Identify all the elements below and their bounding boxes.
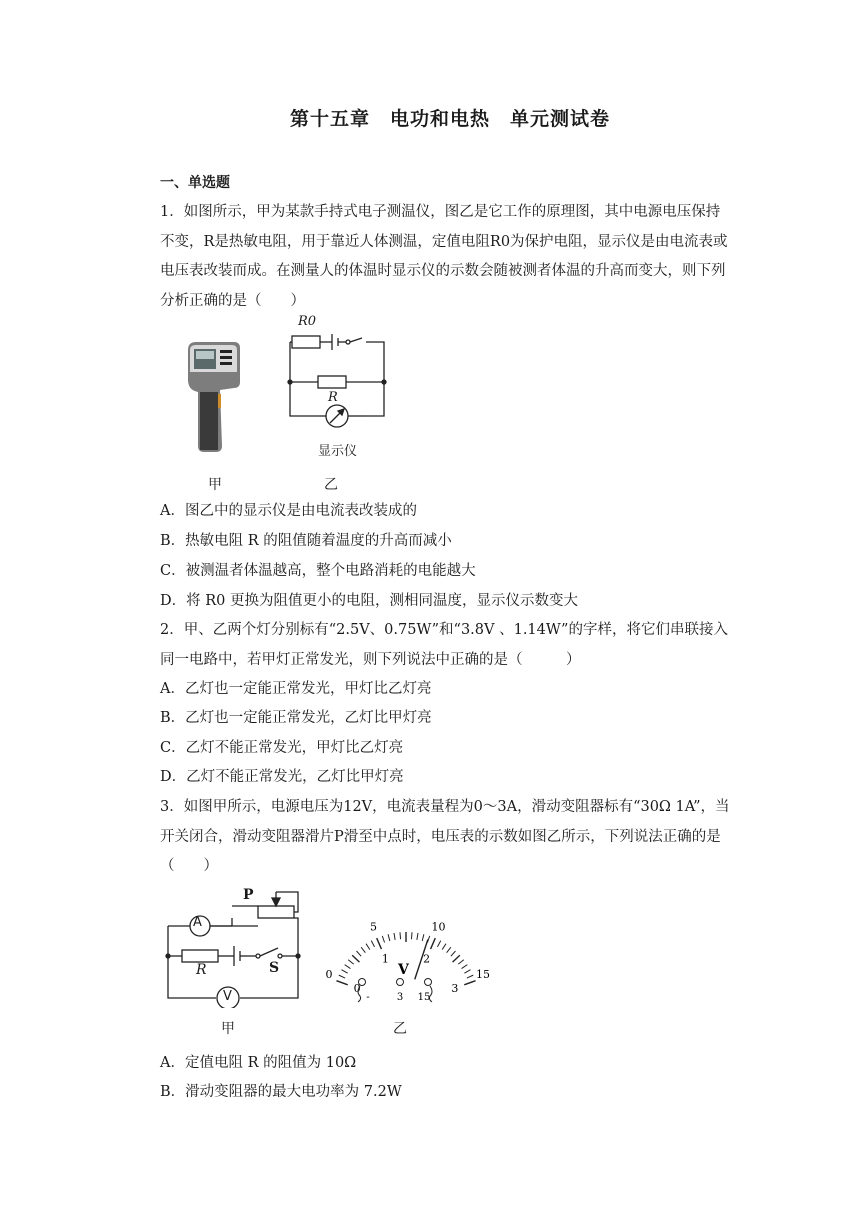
terminal-post bbox=[425, 979, 432, 986]
figure-circuit-jia bbox=[160, 888, 310, 1008]
question-2-text: 2．甲、乙两个灯分别标有“2.5V、0.75W”和“3.8V 、1.14W”的字样，将它们串联接入同一电路中，若甲灯正常发光，则下列说法中正确的是（ ） bbox=[160, 622, 728, 668]
q1-option-d: D．将 R0 更换为阻值更小的电阻，测相同温度，显示仪示数变大 bbox=[160, 593, 578, 609]
dial-upper-label: 10 bbox=[431, 920, 446, 934]
dial-tick bbox=[453, 955, 460, 962]
fig3-caption-yi: 乙 bbox=[393, 1021, 407, 1037]
thermometer-image bbox=[188, 342, 240, 452]
dial-tick bbox=[462, 965, 468, 969]
section-heading: 一、单选题 bbox=[160, 175, 230, 191]
dial-tick bbox=[382, 936, 384, 943]
dial-upper-label: 15 bbox=[476, 967, 491, 981]
dial-unit: V bbox=[398, 962, 409, 978]
dial-tick bbox=[417, 933, 418, 940]
dial-tick bbox=[464, 981, 475, 985]
label-display: 显示仪 bbox=[318, 444, 358, 459]
ammeter-label: A bbox=[193, 915, 202, 930]
voltmeter-label: V bbox=[223, 989, 232, 1004]
terminal-post bbox=[397, 979, 404, 986]
dial-tick bbox=[400, 932, 401, 939]
dial-upper-label: 0 bbox=[325, 967, 333, 981]
dial-tick bbox=[467, 975, 473, 978]
thermometer-circuit-diagram bbox=[288, 334, 386, 427]
q1-option-c: C．被测温者体温越高，整个电路消耗的电能越大 bbox=[160, 563, 476, 579]
dial-tick bbox=[336, 981, 347, 985]
question-2-stem bbox=[139, 616, 731, 675]
dial-tick bbox=[422, 934, 424, 941]
dial-tick bbox=[341, 970, 347, 973]
dial-tick bbox=[377, 938, 382, 949]
dial-tick bbox=[366, 944, 370, 950]
question-1-text: 1．如图所示，甲为某款手持式电子测温仪，图乙是它工作的原理图，其中电源电压保持不变，R是热敏电阻，用于靠近人体测温，定值电阻R0为保护电阻，显示仪是由电流表或电压表改装而成。在测量人的体温时显示仪的示数会随被测者体温的升高而变大，则下列分析正确的是（ ） bbox=[160, 204, 728, 309]
dial-lower-label: 0 bbox=[353, 982, 361, 996]
q1-option-b: B．热敏电阻 R 的阻值随着温度的升高而减小 bbox=[160, 533, 452, 549]
dial-tick bbox=[447, 947, 451, 953]
figure-thermometer-circuit bbox=[180, 312, 410, 492]
dial-tick bbox=[464, 970, 470, 973]
question-3-text: 3．如图甲所示，电源电压为12V，电流表量程为0～3A，滑动变阻器标有“30Ω 1A”，当开关闭合，滑动变阻器滑片P滑至中点时，电压表的示数如图乙所示，下列说法正确的是（ ） bbox=[160, 799, 730, 874]
resistor-label: R bbox=[196, 962, 207, 978]
terminal-label: 3 bbox=[396, 992, 404, 1003]
dial-tick bbox=[371, 941, 374, 947]
dial-tick bbox=[431, 938, 436, 949]
dial-lower-label: 3 bbox=[451, 982, 459, 996]
voltmeter-dial bbox=[316, 888, 496, 1008]
dial-tick bbox=[451, 951, 456, 956]
terminal-label: 15 bbox=[417, 992, 431, 1003]
q3-option-b: B．滑动变阻器的最大电功率为 7.2W bbox=[160, 1084, 402, 1100]
dial-tick bbox=[361, 947, 365, 953]
switch-label: S bbox=[269, 960, 280, 976]
q1-option-a: A．图乙中的显示仪是由电流表改装成的 bbox=[160, 503, 417, 519]
dial-tick bbox=[411, 932, 412, 939]
page-title: 第十五章 电功和电热 单元测试卷 bbox=[289, 108, 610, 130]
fig1-caption-jia: 甲 bbox=[208, 477, 222, 493]
q3-option-a: A．定值电阻 R 的阻值为 10Ω bbox=[160, 1055, 357, 1071]
dial-tick bbox=[437, 941, 440, 947]
dial-upper-label: 5 bbox=[370, 920, 378, 934]
dial-tick bbox=[388, 934, 390, 941]
fig1-caption-yi: 乙 bbox=[324, 477, 338, 493]
fig3-caption-jia: 甲 bbox=[221, 1021, 235, 1037]
dial-lower-label: 2 bbox=[423, 952, 431, 966]
terminal-label: - bbox=[366, 992, 370, 1003]
question-3-stem bbox=[139, 793, 731, 882]
q2-option-b: B．乙灯也一定能正常发光，乙灯比甲灯亮 bbox=[160, 710, 432, 726]
dial-tick bbox=[356, 951, 361, 956]
q2-option-a: A．乙灯也一定能正常发光，甲灯比乙灯亮 bbox=[160, 681, 432, 697]
dial-tick bbox=[394, 933, 395, 940]
label-r: R bbox=[328, 390, 338, 405]
dial-lower-label: 1 bbox=[381, 952, 389, 966]
dial-tick bbox=[345, 965, 351, 969]
q2-option-d: D．乙灯不能正常发光，乙灯比甲灯亮 bbox=[160, 769, 404, 785]
dial-tick bbox=[442, 944, 446, 950]
label-r0: R0 bbox=[298, 314, 317, 329]
question-1-stem bbox=[139, 198, 731, 316]
dial-tick bbox=[458, 960, 463, 964]
dial-tick bbox=[348, 960, 353, 964]
slider-label: P bbox=[243, 887, 254, 903]
dial-tick bbox=[339, 975, 345, 978]
dial-tick bbox=[352, 955, 359, 962]
q2-option-c: C．乙灯不能正常发光，甲灯比乙灯亮 bbox=[160, 740, 404, 756]
